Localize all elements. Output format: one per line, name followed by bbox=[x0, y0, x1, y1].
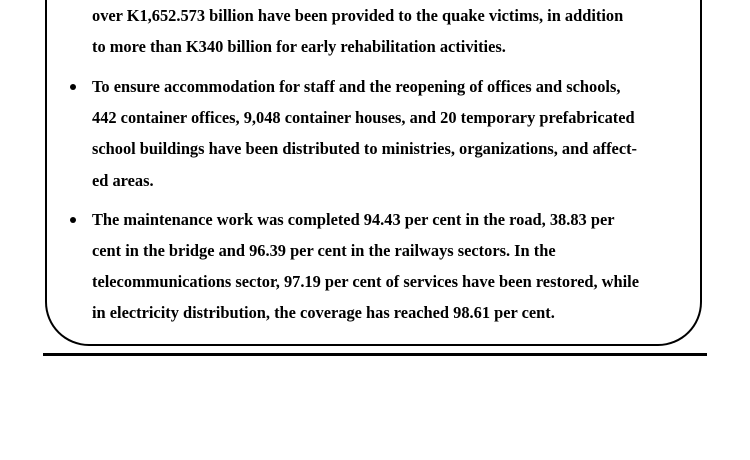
intro-paragraph bbox=[92, 0, 681, 62]
bullet-icon bbox=[70, 217, 76, 223]
bullet-text bbox=[92, 204, 681, 329]
bullet-line: 442 container offices, 9,048 container houses, and 20 temporary prefabricated bbox=[92, 108, 635, 128]
intro-line: to more than K340 billion for early rehabilitation activities. bbox=[92, 37, 506, 57]
bullet-line: cent in the bridge and 96.39 per cent in the railways sectors. In the bbox=[92, 241, 556, 261]
bullet-line: ed areas. bbox=[92, 170, 154, 190]
bullet-line: in electricity distribution, the coverage has reached 98.61 per cent. bbox=[92, 303, 555, 323]
bullet-line: The maintenance work was completed 94.43 per cent in the road, 38.83 per bbox=[92, 209, 615, 229]
intro-line: over K1,652.573 billion have been provided to the quake victims, in addition bbox=[92, 6, 624, 25]
bullet-item-accommodation bbox=[0, 71, 750, 196]
bullet-list bbox=[0, 71, 750, 337]
bullet-line: school buildings have been distributed to ministries, organizations, and affect- bbox=[92, 139, 638, 159]
horizontal-rule bbox=[43, 353, 707, 356]
bullet-line: telecommunications sector, 97.19 per cent of services have been restored, while bbox=[92, 272, 640, 292]
bullet-icon bbox=[70, 84, 76, 90]
bullet-line: To ensure accommodation for staff and the reopening of offices and schools, bbox=[92, 77, 621, 96]
bullet-item-maintenance bbox=[0, 204, 750, 329]
bullet-text bbox=[92, 71, 681, 196]
